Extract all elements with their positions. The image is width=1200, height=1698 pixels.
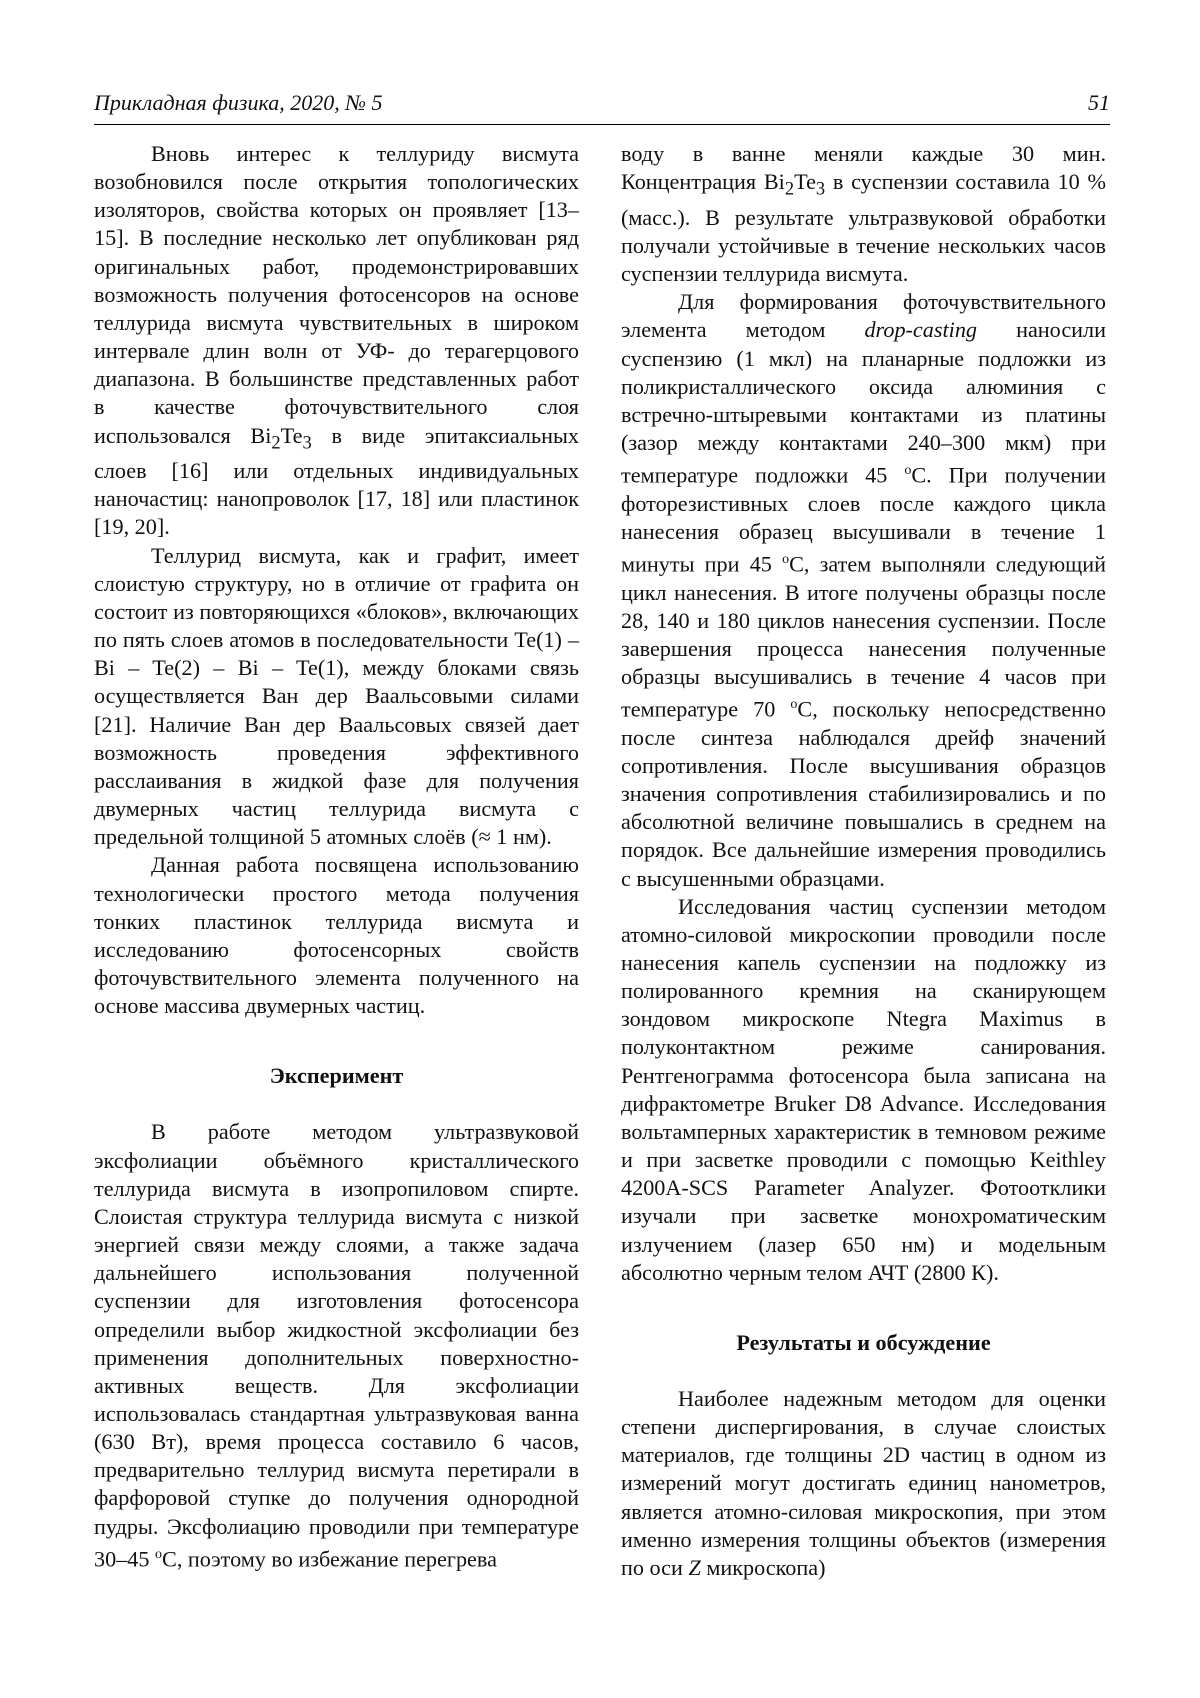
page-number: 51 [1088, 90, 1110, 115]
left-column [94, 140, 579, 1573]
paragraph-afm-results: Наиболее надежным методом для оценки степени диспергирования, в случае слоистых материалов, где толщины 2D частиц в одном из измерений могут достигать единиц нанометров, является атомно-силовая микроскопия, при этом именно измерения толщины объектов (измерения по оси Z микроскопа) [621, 1386, 1106, 1580]
page-header [94, 90, 1110, 125]
right-column [621, 140, 1106, 1582]
paragraph-afm-methods: Исследования частиц суспензии методом атомно-силовой микроскопии проводили после нанесения капель суспензии на подложку из полированного кремния на сканирующем зондовом микроскопе Ntegra Maximus в полуконтактном режиме санирования. Рентгенограмма фотосенсора была записана на дифрактометре Bruker D8 Advance. Исследования вольтамперных характеристик в темновом режиме и при засветке проводили с помощью Keithley 4200A-SCS Parameter Analyzer. Фотоотклики изучали при засветке монохроматическим излучением (лазер 650 нм) и модельным абсолютно черным телом АЧТ (2800 К). [621, 893, 1106, 1285]
paragraph-layered-structure: Теллурид висмута, как и графит, имеет слоистую структуру, но в отличие от графита он состоит из повторяющихся «блоков», включающих по пять слоев атомов в последовательности Te(1) – Bi – Te(2) – Bi – Te(1), между блоками связь осуществляется Ван дер Ваальсовыми силами [21]. Наличие Ван дер Ваальсовых связей дает возможность проведения эффективного расслаивания в жидкой фазе для получения двумерных частиц теллурида висмута с предельной толщиной 5 атомных слоёв (≈ 1 нм). [94, 542, 579, 850]
paragraph-drop-casting: Для формирования фоточувствительного элемента методом drop-casting наносили суспензию (1 мкл) на планарные подложки из поликристаллического оксида алюминия с встречно-штыревыми контактами из платины (зазор между контактами 240–300 мкм) при температуре подложки 45 $^о$С. При получении фоторезистивных слоев после каждого цикла нанесения образец высушивали в течение 1 минуты при 45 $^о$С, затем выполняли следующий цикл нанесения. В итоге получены образцы после 28, 140 и 180 циклов нанесения суспензии. После завершения процесса нанесения полученные образцы высушивались в течение 4 часов при температуре 70 $^о$С, поскольку непосредственно после синтеза наблюдался дрейф значений сопротивления. После высушивания образцов значения сопротивления стабилизировались и по абсолютной величине повышались в среднем на порядок. Все дальнейшие измерения проводились с высушенными образцами. [621, 289, 1107, 891]
paragraph-topological-insulators: Вновь интерес к теллуриду висмута возобновился после открытия топологических изоляторов, свойства которых он проявляет [13–15]. В последние несколько лет опубликован ряд оригинальных работ, продемонстрировавших возможность получения фотосенсоров на основе теллурида висмута чувствительных в широком интервале длин волн от УФ- до терагерцового диапазона. В большинстве представленных работ в качестве фоточувствительного слоя использовался $Bi_2Te_3$ в виде эпитаксиальных слоев [16] или отдельных индивидуальных наночастиц: нанопроволок [17, 18] или пластинок [19, 20]. [94, 141, 579, 540]
section-heading-experiment: Эксперимент [269, 1063, 404, 1089]
paragraph-work-purpose: Данная работа посвящена использованию технологически простого метода получения тонких пластинок теллурида висмута и исследованию фотосенсорных свойств фоточувствительного элемента полученного на основе массива двумерных частиц. [94, 852, 579, 1019]
paragraph-exfoliation: В работе методом ультразвуковой эксфолиации объёмного кристаллического теллурида висмута в изопропиловом спирте. Слоистая структура теллурида висмута с низкой энергией связи между слоями, а также задача дальнейшего использования полученной суспензии для изготовления фотосенсора определили выбор жидкостной эксфолиации без применения дополнительных поверхностно-активных веществ. Для эксфолиации использовалась стандартная ультразвуковая ванна (630 Вт), время процесса составило 6 часов, предварительно теллурид висмута перетирали в фарфоровой ступке до получения однородной пудры. Эксфолиацию проводили при температуре 30–45 $^о$С, поэтому во избежание перегрева [94, 1119, 579, 1572]
section-heading-results: Результаты и обсуждение [736, 1329, 991, 1355]
paragraph-suspension-concentration: воду в ванне меняли каждые 30 мин. Концентрация $Bi_2Te_3$ в суспензии составила 10 % (масс.). В результате ультразвуковой обработки получали устойчивые в течение нескольких часов суспензии теллурида висмута. [621, 141, 1106, 287]
journal-title: Прикладная физика, 2020, № 5 [94, 90, 383, 115]
